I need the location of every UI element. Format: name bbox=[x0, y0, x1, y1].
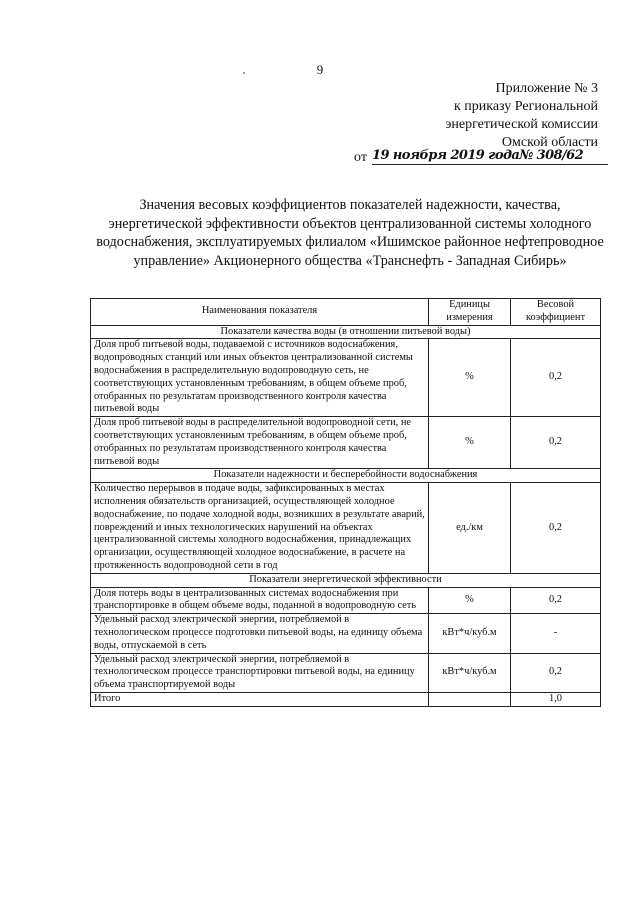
row-coef: 0,2 bbox=[511, 483, 601, 574]
section-row bbox=[91, 573, 601, 587]
table-row bbox=[91, 339, 601, 417]
section-title-energy: Показатели энергетической эффективности bbox=[91, 573, 601, 587]
row-unit: кВт*ч/куб.м bbox=[429, 653, 511, 692]
row-name: Удельный расход электрической энергии, потребляемой в технологическом процессе подготовки питьевой воды, на единицу объема воды, отпускаемой в сеть bbox=[91, 614, 429, 653]
row-name: Доля проб питьевой воды в распределительной водопроводной сети, не соответствующих установленным требованиям, в общем объеме проб, отобранных по результатам производственного контроля качества питьевой воды bbox=[91, 417, 429, 469]
scan-speck bbox=[243, 72, 245, 74]
appendix-header bbox=[445, 80, 598, 152]
row-coef: - bbox=[511, 614, 601, 653]
document-title: Значения весовых коэффициентов показателей надежности, качества, энергетической эффективности объектов централизованной системы холодного водоснабжения, эксплуатируемых филиалом «Ишимское районное нефтепроводное управление» Акционерного общества «Транснефть - Западная Сибирь» bbox=[96, 197, 604, 269]
table-row bbox=[91, 614, 601, 653]
row-name: Доля проб питьевой воды, подаваемой с источников водоснабжения, водопроводных станций или иных объектов централизованной системы водоснабжения в распределительную водопроводную сеть, не соответствующих установленным требованиям, в общем объеме проб, отобранных по результатам производственного контроля качества питьевой воды bbox=[91, 339, 429, 417]
total-label: Итого bbox=[91, 692, 429, 706]
row-coef: 0,2 bbox=[511, 653, 601, 692]
header-name: Наименования показателя bbox=[91, 299, 429, 326]
header-coef: Весовой коэффициент bbox=[511, 299, 601, 326]
row-unit: % bbox=[429, 339, 511, 417]
row-coef: 0,2 bbox=[511, 417, 601, 469]
appendix-line-3: энергетической комиссии bbox=[445, 117, 598, 132]
row-unit: ед./км bbox=[429, 483, 511, 574]
total-coef: 1,0 bbox=[511, 692, 601, 706]
table-row bbox=[91, 483, 601, 574]
order-prefix: от bbox=[354, 150, 367, 165]
table-row bbox=[91, 587, 601, 614]
section-title-quality: Показатели качества воды (в отношении питьевой воды) bbox=[91, 325, 601, 339]
order-date-line bbox=[354, 146, 608, 168]
section-row bbox=[91, 325, 601, 339]
row-coef: 0,2 bbox=[511, 587, 601, 614]
appendix-line-2: к приказу Региональной bbox=[453, 99, 598, 114]
table-row bbox=[91, 417, 601, 469]
row-name: Доля потерь воды в централизованных системах водоснабжения при транспортировке в общем объеме воды, поданной в водопроводную сеть bbox=[91, 587, 429, 614]
appendix-line-1: Приложение № 3 bbox=[495, 81, 598, 96]
handwritten-order-date: 19 ноября 2019 года№ 308/62 bbox=[372, 148, 584, 163]
row-unit: % bbox=[429, 587, 511, 614]
total-row bbox=[91, 692, 601, 706]
table-row bbox=[91, 653, 601, 692]
row-unit: % bbox=[429, 417, 511, 469]
header-unit: Единицы измерения bbox=[429, 299, 511, 326]
page-number: 9 bbox=[316, 62, 324, 77]
row-unit: кВт*ч/куб.м bbox=[429, 614, 511, 653]
row-name: Удельный расход электрической энергии, потребляемой в технологическом процессе транспортировки питьевой воды, на единицу объема транспортируемой воды bbox=[91, 653, 429, 692]
section-row bbox=[91, 469, 601, 483]
coefficients-table bbox=[90, 298, 601, 707]
row-coef: 0,2 bbox=[511, 339, 601, 417]
appendix-line-4: Омской области bbox=[501, 135, 598, 150]
row-name: Количество перерывов в подаче воды, зафиксированных в местах исполнения обязательств организацией, осуществляющей холодное водоснабжение, по подаче холодной воды, возникших в результате аварий, повреждений и иных технологических нарушений на объектах централизованной системы холодного водоснабжения, принадлежащих организации, осуществляющей холодное водоснабжение, в расчете на протяженность водопроводной сети в год bbox=[91, 483, 429, 574]
total-unit bbox=[429, 692, 511, 706]
table-header-row bbox=[91, 299, 601, 326]
order-underline bbox=[372, 164, 608, 165]
section-title-reliability: Показатели надежности и бесперебойности водоснабжения bbox=[91, 469, 601, 483]
